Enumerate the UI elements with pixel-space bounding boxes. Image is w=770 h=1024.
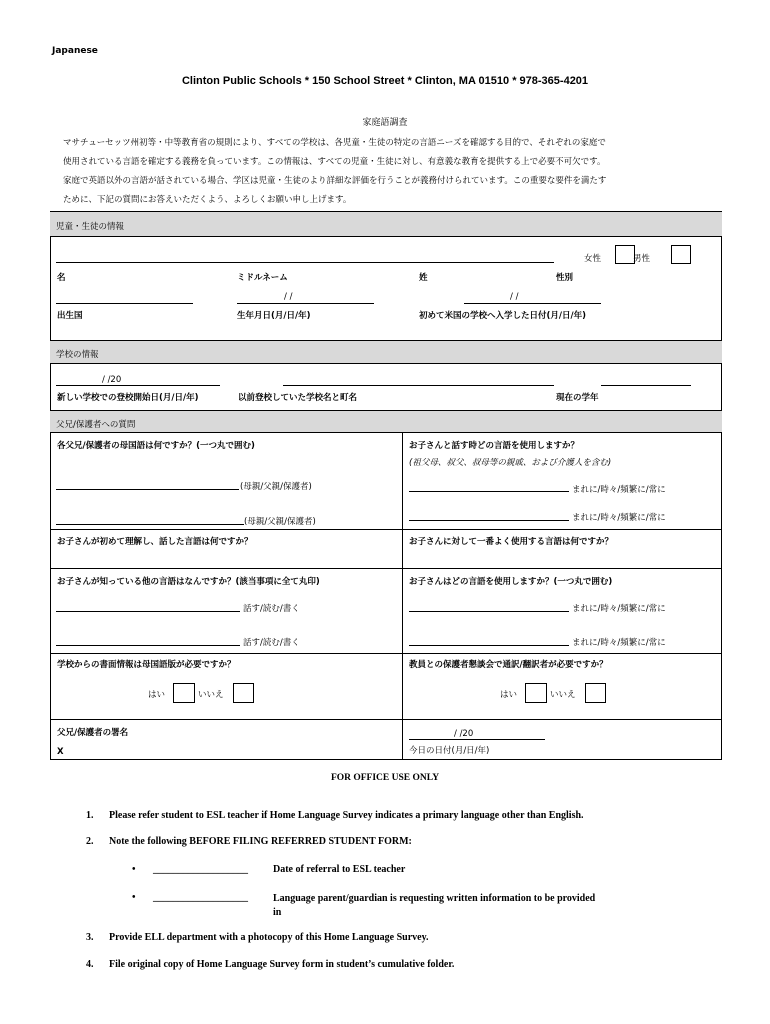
school-section-header [50, 340, 722, 364]
q7-no-checkbox[interactable] [233, 683, 254, 703]
q3-label: お子さんが初めて理解し、話した言語は何ですか？ [57, 537, 253, 547]
q1-label: 各父兄/保護者の母国語は何ですか？(一つ丸で囲む) [57, 441, 255, 451]
office-item-number: 1. [86, 810, 94, 821]
q8-yes-checkbox[interactable] [525, 683, 547, 703]
parent-section-header [50, 410, 722, 433]
office-item-text: File original copy of Home Language Survey form in student’s cumulative folder. [109, 959, 455, 970]
row-divider [50, 529, 722, 530]
page-title: 家庭語調査 [362, 118, 408, 128]
male-checkbox[interactable] [671, 245, 691, 264]
start-date-label: 新しい学校での登校開始日(月/日/年) [57, 393, 199, 403]
parent-section-title: 父兄/保護者への質問 [56, 420, 136, 430]
q1-option-2: (母親/父親/保護者) [244, 517, 316, 527]
q6-frequency-1: まれに/時々/頻繁に/常に [572, 604, 666, 614]
last-name-label: 姓 [419, 273, 428, 283]
q5-option-2: 話す/読む/書く [243, 638, 300, 648]
q6-frequency-2: まれに/時々/頻繁に/常に [572, 638, 666, 648]
us-entry-label: 初めて米国の学校へ入学した日付(月/日/年) [419, 311, 586, 321]
school-section-title: 学校の情報 [56, 350, 99, 360]
office-item-number: 2. [86, 836, 94, 847]
column-divider [402, 433, 403, 760]
q8-yes-label: はい [500, 690, 518, 700]
office-item-text: Please refer student to ESL teacher if Home Language Survey indicates a primary language other than English. [109, 810, 584, 821]
q4-label: お子さんに対して一番よく使用する言語は何ですか？ [409, 537, 614, 547]
name-line[interactable] [56, 262, 554, 263]
q8-no-label: いいえ [550, 690, 576, 700]
q8-no-checkbox[interactable] [585, 683, 606, 703]
q6-line-1[interactable] [409, 611, 569, 612]
signature-label: 父兄/保護者の署名 [57, 728, 129, 738]
q6-line-2[interactable] [409, 645, 569, 646]
gender-label: 性別 [556, 273, 574, 283]
grade-label: 現在の学年 [556, 393, 599, 403]
first-name-label: 名 [57, 273, 66, 283]
today-date-line[interactable] [409, 739, 545, 740]
student-section-header [50, 211, 722, 237]
q5-line-2[interactable] [56, 645, 240, 646]
q1-line-2[interactable] [56, 524, 244, 525]
q2-line-2[interactable] [409, 520, 569, 521]
q1-option-1: (母親/父親/保護者) [240, 482, 312, 492]
dob-slashes: / / [284, 292, 293, 302]
q8-label: 教員との保護者懇談会で通訳/翻訳者が必要ですか？ [409, 660, 608, 670]
office-item-number: 4. [86, 959, 94, 970]
q2-line-1[interactable] [409, 491, 569, 492]
q7-no-label: いいえ [198, 690, 224, 700]
today-date-label: 今日の日付(月/日/年) [409, 746, 490, 756]
row-divider [50, 568, 722, 569]
q7-yes-label: はい [148, 690, 166, 700]
birth-country-label: 出生国 [57, 311, 83, 321]
q5-option-1: 話す/読む/書く [243, 604, 300, 614]
birth-country-line[interactable] [56, 303, 193, 304]
q2-frequency-1: まれに/時々/頻繁に/常に [572, 485, 666, 495]
bullet-icon: • [132, 892, 136, 903]
bullet-blank: ___________________ [153, 864, 248, 875]
signature-x: X [57, 747, 64, 757]
female-label: 女性 [584, 254, 602, 264]
today-date-slashes: / /20 [454, 729, 474, 739]
bullet-blank: ___________________ [153, 892, 248, 903]
q1-line-1[interactable] [56, 489, 239, 490]
q6-label: お子さんはどの言語を使用しますか？(一つ丸で囲む) [409, 577, 613, 587]
prev-school-label: 以前登校していた学校名と町名 [238, 393, 358, 403]
bullet-text: Date of referral to ESL teacher [273, 864, 406, 875]
grade-line[interactable] [601, 385, 691, 386]
office-item-text: Provide ELL department with a photocopy of this Home Language Survey. [109, 932, 429, 943]
office-use-title: FOR OFFICE USE ONLY [330, 773, 440, 783]
dob-label: 生年月日(月/日/年) [237, 311, 311, 321]
q2-label: お子さんと話す時どの言語を使用しますか？ [409, 441, 580, 451]
office-item-number: 3. [86, 932, 94, 943]
start-date-line[interactable] [56, 385, 220, 386]
student-section-title: 児童・生徒の情報 [56, 222, 125, 232]
language-label: Japanese [52, 46, 98, 56]
bullet-text: Language parent/guardian is requesting written information to be provided in [273, 893, 596, 918]
us-entry-slashes: / / [510, 292, 519, 302]
q5-line-1[interactable] [56, 611, 240, 612]
us-entry-line[interactable] [464, 303, 601, 304]
middle-name-label: ミドルネーム [237, 273, 288, 283]
row-divider [50, 719, 722, 720]
start-date-prefix: / /20 [102, 375, 122, 385]
row-divider [50, 653, 722, 654]
q5-label: お子さんが知っている他の言語はなんですか？(該当事項に全て丸印) [57, 577, 320, 587]
intro-paragraph: マサチューセッツ州初等・中等教育省の規則により、すべての学校は、各児童・生徒の特定の言語ニーズを確認する目的で、それぞれの家庭で 使用されている言語を確定する義務を負っています。この情報は、すべての児童・生徒に対し、有意義な教育を提供する上で必要不可欠です。 家庭で英語以外の言語が話されている場合、学区は児童・生徒のより詳細な評価を行うことが義務付けられています。この重要な要件を満たす ために、下記の質問にお答えいただくよう、よろしくお願い申し上げます。 [63, 138, 607, 205]
office-item-text: Note the following BEFORE FILING REFERRED STUDENT FORM: [109, 836, 412, 847]
q7-label: 学校からの書面情報は母国語版が必要ですか？ [57, 660, 236, 670]
female-checkbox[interactable] [615, 245, 635, 264]
district-header: Clinton Public Schools * 150 School Street * Clinton, MA 01510 * 978-365-4201 [181, 75, 589, 87]
q2-frequency-2: まれに/時々/頻繁に/常に [572, 513, 666, 523]
male-label: 男性 [633, 254, 651, 264]
q2-note: (祖父母、叔父、叔母等の親戚、および介護人を含む) [409, 458, 612, 468]
q7-yes-checkbox[interactable] [173, 683, 195, 703]
bullet-icon: • [132, 864, 136, 875]
prev-school-line[interactable] [283, 385, 554, 386]
dob-line[interactable] [237, 303, 374, 304]
